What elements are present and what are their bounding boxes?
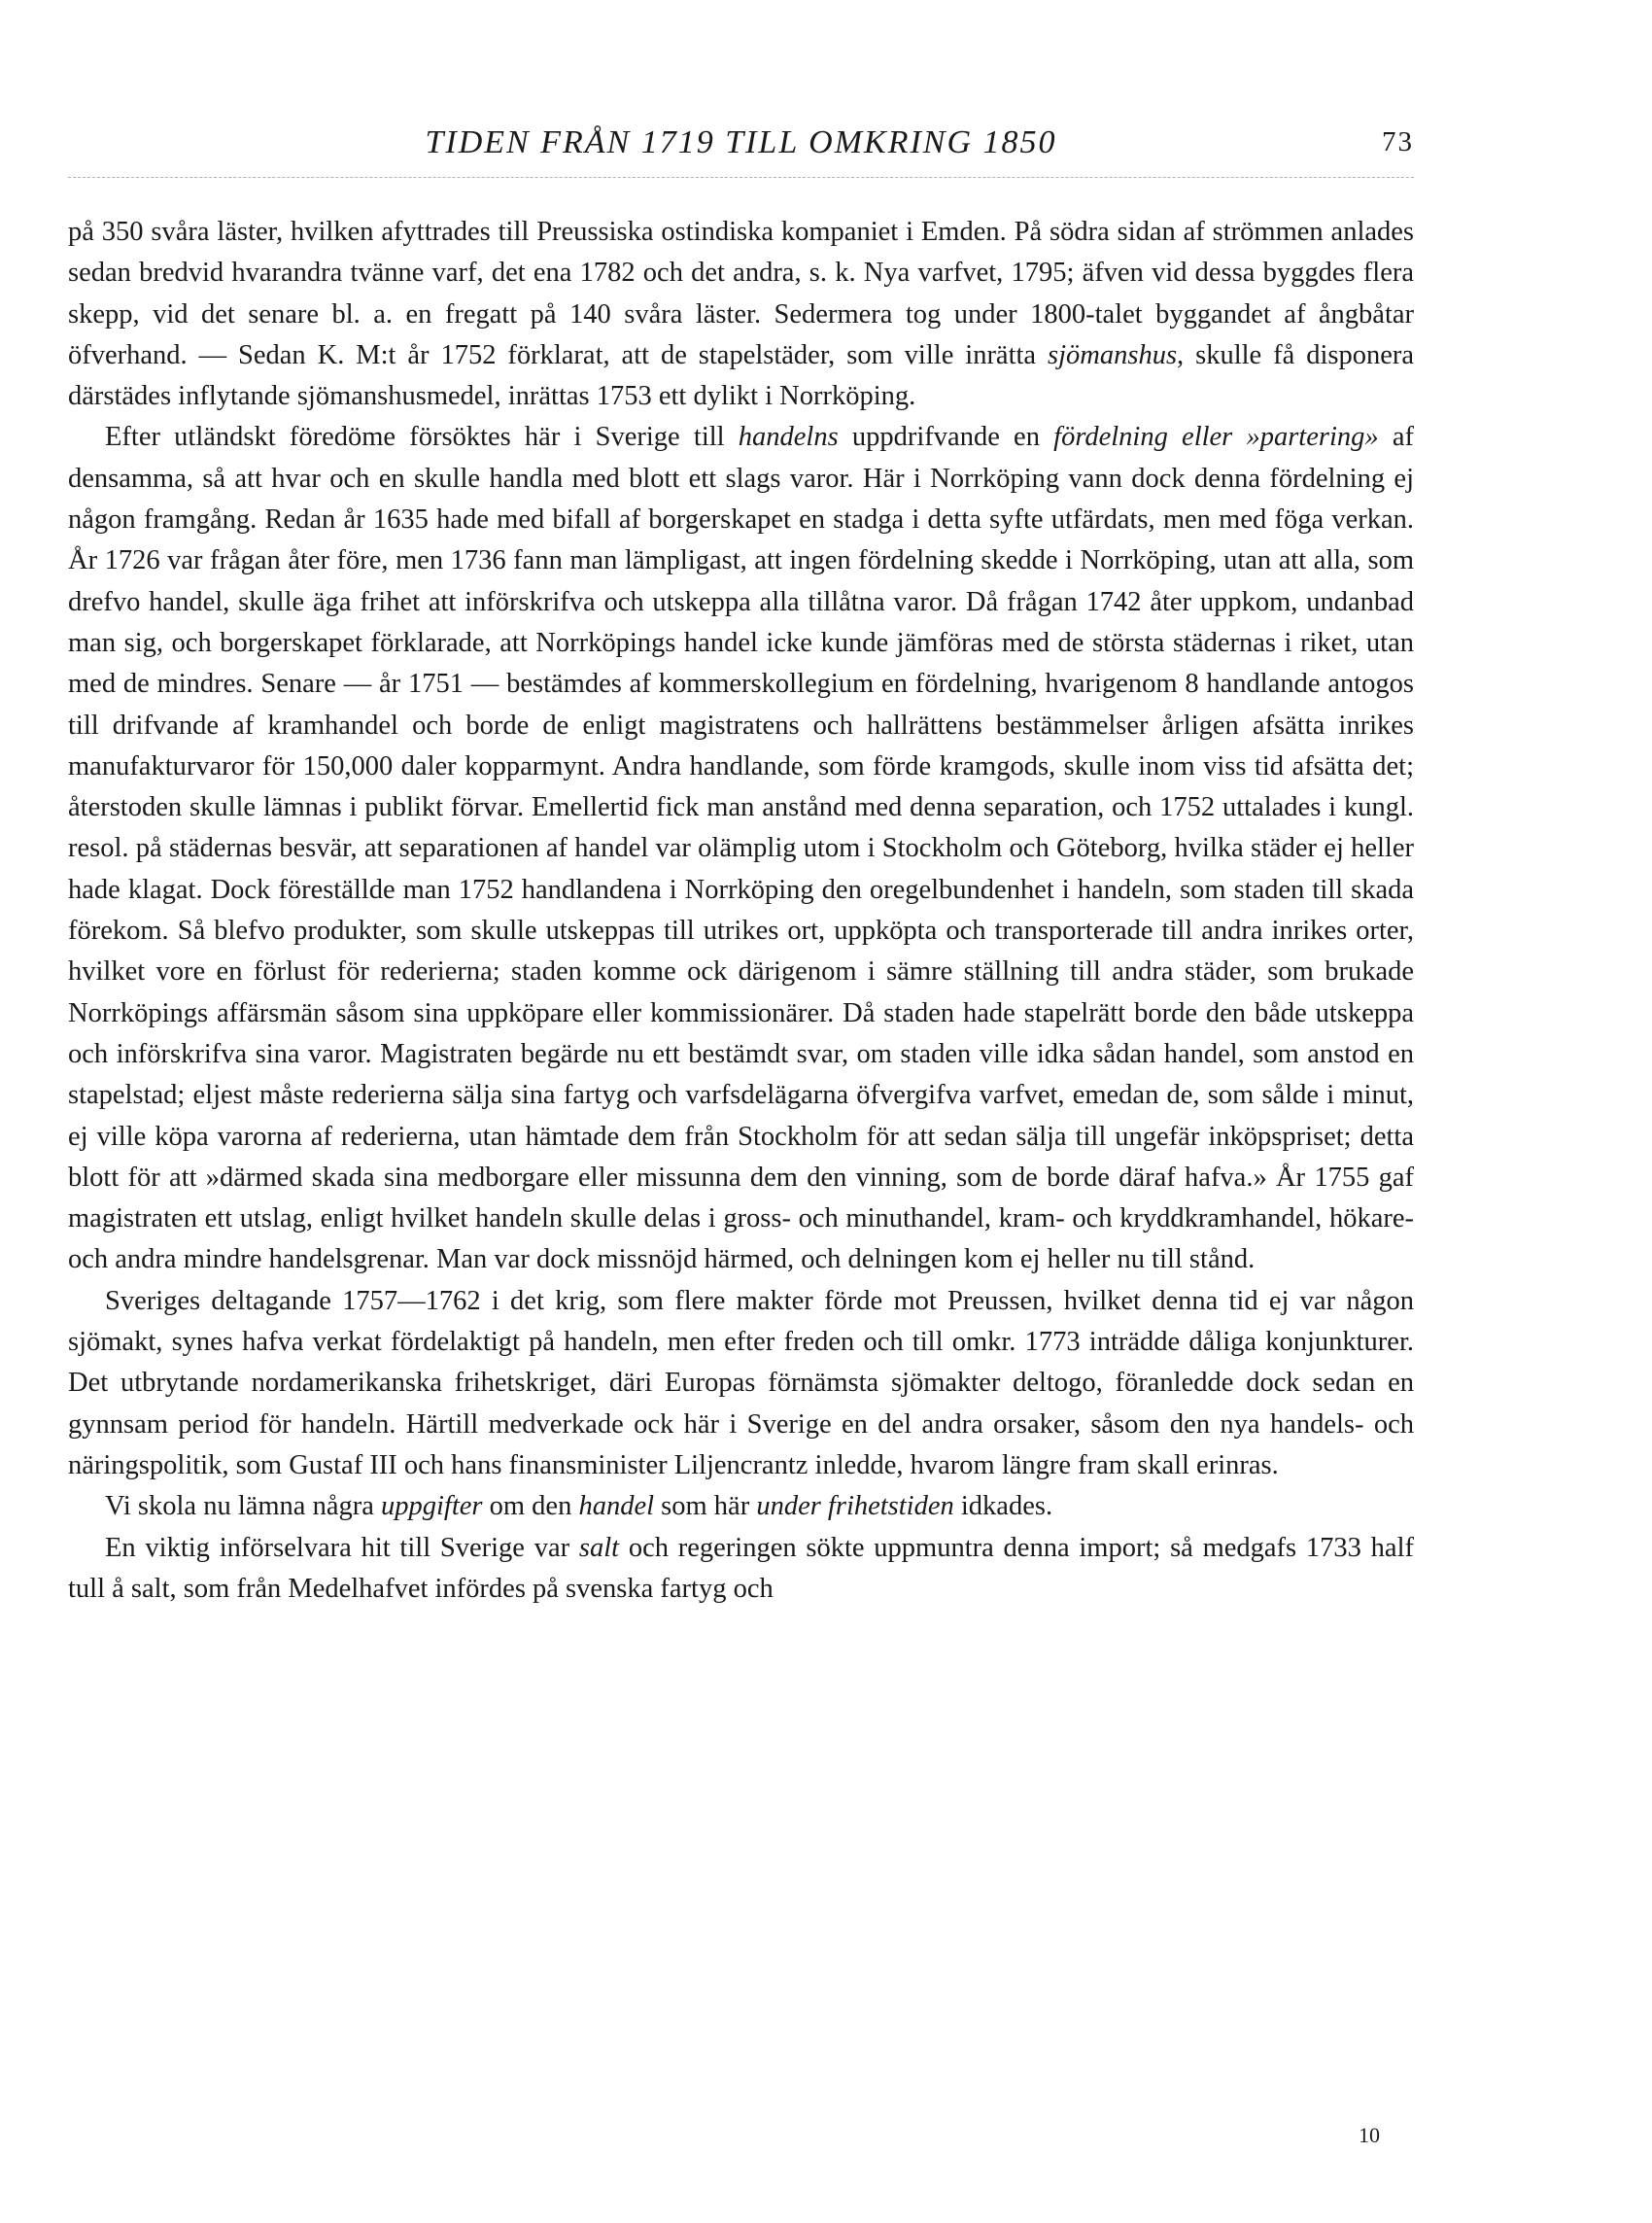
text-run: och regeringen sökte uppmuntra denna import; så medgafs 1733 half tull å salt, som från Medelhafvet infördes på svenska fartyg och <box>68 1532 1414 1604</box>
text-run: af densamma, så att hvar och en skulle handla med blott ett slags varor. Här i Norrköping vann dock denna fördelning ej någon framgång. Redan år 1635 hade med bifall af borgerskapet en stadga i detta syfte utfärdats, men med föga verkan. År 1726 var frågan åter före, men 1736 fann man lämpligast, att ingen fördelning skedde i Norrköping, utan att alla, som drefvo handel, skulle äga frihet att införskrifva och utskeppa alla tillåtna varor. Då frågan 1742 åter uppkom, undanbad man sig, och borgerskapet förklarade, att Norrköpings handel icke kunde jämföras med de största städernas i riket, utan med de mindres. Senare — år 1751 — bestämdes af kommerskollegium en fördelning, hvarigenom 8 handlande antogos till drifvande af kramhandel och borde de enligt magistratens och hallrättens bestämmelser årligen afsätta inrikes manufakturvaror för 150,000 daler kopparmynt. Andra handlande, som förde kramgods, skulle inom viss tid afsätta det; återstoden skulle lämnas i publikt förvar. Emellertid fick man anstånd med denna separation, och 1752 uttalades i kungl. resol. på städernas besvär, att separationen af handel var olämplig utom i Stockholm och Göteborg, hvilka städer ej heller hade klagat. Dock föreställde man 1752 handlandena i Norrköping den oregelbundenhet i handeln, som staden till skada förekom. Så blefvo produkter, som skulle utskeppas till utrikes ort, uppköpta och transporterade till andra inrikes orter, hvilket vore en förlust för rederierna; staden komme ock därigenom i sämre ställning till andra städer, som brukade Norrköpings affärsmän såsom sina uppköpare eller kommissionärer. Då staden hade stapelrätt borde den både utskeppa och införskrifva sina varor. Magistraten begärde nu ett bestämdt svar, om staden ville idka sådan handel, som anstod en stapelstad; eljest måste rederierna sälja sina fartyg och varfsdelägarna öfvergifva varfvet, emedan de, som sålde i minut, ej ville köpa varorna af rederierna, utan hämtade dem från Stockholm för att sedan sälja till ungefär inköpspriset; detta blott för att »därmed skada sina medborgare eller missunna dem den vinning, som de borde däraf hafva.» År 1755 gaf magistraten ett utslag, enligt hvilket handeln skulle delas i gross- och minuthandel, kram- och kryddkramhandel, hökare- och andra mindre handelsgrenar. Man var dock missnöjd härmed, och delningen kom ej heller nu till stånd. <box>68 422 1414 1275</box>
text-run: på 350 svåra läster, hvilken afyttrades till Preussiska ostindiska kompaniet i Emden. På södra sidan af strömmen anlades sedan bredvid hvarandra tvänne varf, det ena 1782 och det andra, s. k. Nya varfvet, 1795; äfven vid dessa byggdes flera skepp, vid det senare bl. a. en fregatt på 140 svåra läster. Sedermera tog under 1800-talet byggandet af ångbåtar öfverhand. — Sedan K. M:t år 1752 förklarat, att de stapelstäder, som ville inrätta <box>68 217 1414 370</box>
italic-text-run: salt <box>578 1532 620 1563</box>
text-run: Vi skola nu lämna några <box>105 1491 381 1522</box>
paragraph <box>68 1528 1414 1611</box>
text-run: Efter utländskt föredöme försöktes här i Sverige till <box>105 422 739 453</box>
paragraph <box>68 1486 1414 1527</box>
text-run: om den <box>482 1491 579 1522</box>
running-head: TIDEN FRÅN 1719 TILL OMKRING 1850 <box>425 124 1057 160</box>
italic-text-run: under frihetstiden <box>756 1491 954 1522</box>
page-number: 73 <box>1382 126 1414 157</box>
italic-text-run: fördelning eller »partering» <box>1053 422 1379 453</box>
text-run: Sveriges deltagande 1757—1762 i det krig, som flere makter förde mot Preussen, hvilket denna tid ej var någon sjömakt, synes hafva verkat fördelaktigt på handeln, men efter freden och till omkr. 1773 inträdde dåliga konjunkturer. Det utbrytande nordamerikanska frihetskriget, däri Europas förnämsta sjömakter deltogo, föranledde dock sedan en gynnsam period för handeln. Härtill medverkade ock här i Sverige en del andra orsaker, såsom den nya handels- och näringspolitik, som Gustaf III och hans finansminister Liljencrantz inledde, hvarom längre fram skall erinras. <box>68 1285 1414 1480</box>
text-run: , skulle få disponera därstädes inflytande sjömanshusmedel, inrättas 1753 ett dylikt i Norrköping. <box>68 339 1414 412</box>
page-header <box>68 124 1414 163</box>
paragraph <box>68 1281 1414 1486</box>
sheet-signature: 10 <box>1359 2123 1380 2147</box>
text-run: som här <box>654 1491 757 1522</box>
italic-text-run: sjömanshus <box>1048 339 1178 370</box>
paragraph <box>68 417 1414 1280</box>
text-run: idkades. <box>953 1491 1053 1522</box>
body-text <box>68 212 1414 1610</box>
italic-text-run: handel <box>578 1491 655 1522</box>
italic-text-run: handelns <box>738 422 839 453</box>
text-run: uppdrifvande en <box>838 422 1054 453</box>
paragraph <box>68 212 1414 417</box>
header-rule <box>68 177 1414 178</box>
text-run: En viktig införselvara hit till Sverige var <box>105 1532 579 1563</box>
italic-text-run: uppgifter <box>381 1491 483 1522</box>
